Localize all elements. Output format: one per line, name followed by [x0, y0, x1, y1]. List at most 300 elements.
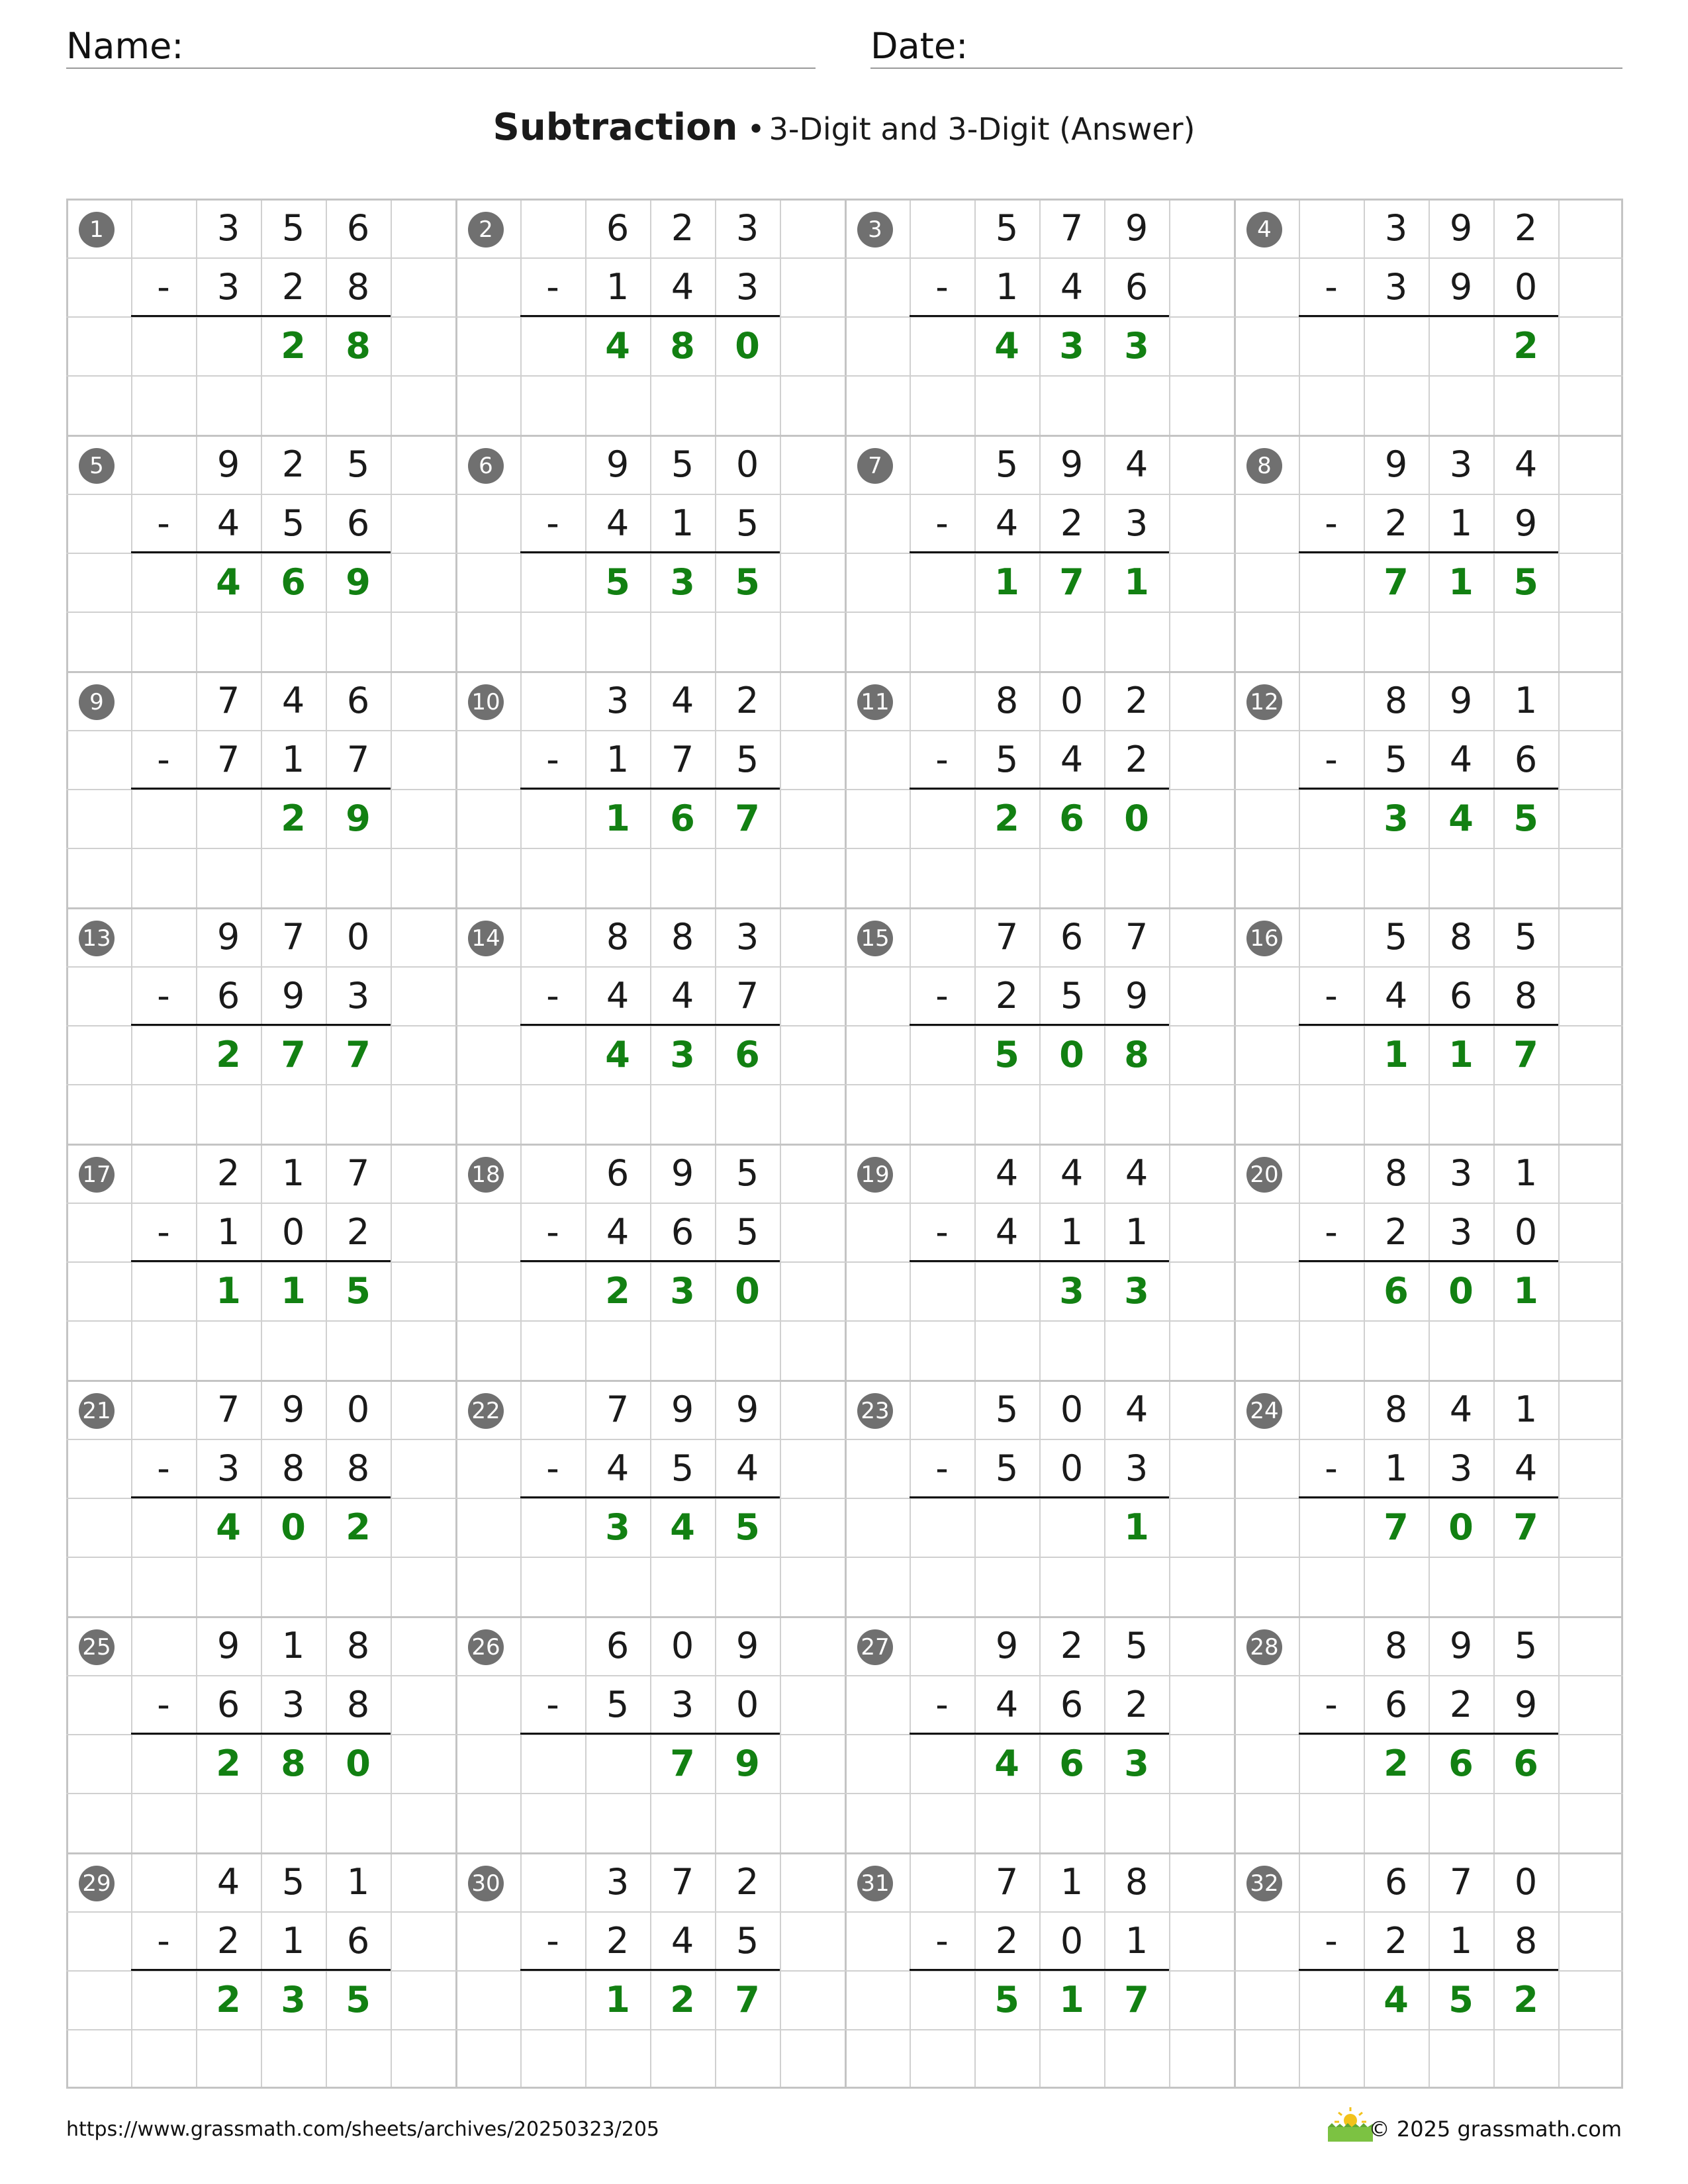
answer-digit: 1 — [281, 1270, 306, 1312]
problem-10 — [455, 671, 845, 907]
digit-cell — [1299, 907, 1364, 966]
minuend-row — [910, 671, 1169, 730]
problem-2 — [455, 199, 845, 435]
minuend-digit: 2 — [1060, 1625, 1084, 1666]
minuend-row — [131, 199, 391, 257]
digit-cell — [1299, 1734, 1364, 1793]
subtrahend-digit: 0 — [1514, 266, 1538, 308]
subtrahend-digit: 1 — [281, 1920, 305, 1962]
subtrahend-row — [910, 1203, 1169, 1261]
subtrahend-row — [910, 257, 1169, 316]
problem-32 — [1234, 1852, 1623, 2089]
minuend-digit: 7 — [606, 1388, 630, 1430]
minuend-digit: 9 — [281, 1388, 305, 1430]
answer-digit: 1 — [1059, 1979, 1084, 2021]
problem-number-badge: 16 — [1246, 921, 1282, 956]
subtrahend-digit: 3 — [1125, 502, 1149, 544]
problem-number-badge: 6 — [468, 448, 504, 484]
subtrahend-digit: 2 — [1125, 1684, 1149, 1725]
problem-number-badge: 27 — [857, 1629, 893, 1665]
answer-digit: 5 — [994, 1034, 1019, 1075]
minus-sign: - — [157, 1920, 170, 1962]
problem-30 — [455, 1852, 845, 2089]
subtrahend-digit: 2 — [1384, 502, 1408, 544]
subtrahend-digit: 1 — [1449, 1920, 1473, 1962]
subtrahend-digit: 9 — [281, 975, 305, 1017]
minuend-digit: 3 — [606, 680, 630, 721]
subtrahend-row — [131, 494, 391, 553]
problem-number-badge: 3 — [857, 212, 893, 248]
footer-url[interactable]: https://www.grassmath.com/sheets/archives/20250323/205 — [66, 2118, 660, 2141]
minuend-digit: 8 — [1384, 680, 1408, 721]
digit-cell — [1299, 1380, 1364, 1439]
digit-cell — [1299, 199, 1364, 257]
answer-digit: 5 — [1448, 1979, 1474, 2021]
problem-number-badge: 24 — [1246, 1393, 1282, 1429]
answer-digit: 1 — [216, 1270, 241, 1312]
answer-digit: 2 — [670, 1979, 695, 2021]
answer-digit: 5 — [994, 1979, 1019, 2021]
minuend-digit: 3 — [216, 207, 240, 249]
answer-digit: 2 — [216, 1034, 241, 1075]
minuend-digit: 2 — [671, 207, 694, 249]
subtrahend-digit: 6 — [1449, 975, 1473, 1017]
minus-sign: - — [1325, 1684, 1338, 1725]
answer-row — [131, 1025, 391, 1084]
subtrahend-row — [1299, 1203, 1558, 1261]
problem-number-badge: 28 — [1246, 1629, 1282, 1665]
minuend-digit: 8 — [346, 1625, 370, 1666]
title-subtitle: 3-Digit and 3-Digit (Answer) — [769, 111, 1196, 147]
subtrahend-digit: 5 — [735, 739, 759, 780]
digit-cell — [131, 1380, 196, 1439]
answer-digit: 3 — [670, 561, 695, 603]
problem-27 — [845, 1616, 1234, 1852]
subtrahend-digit: 0 — [1060, 1447, 1084, 1489]
subtrahend-digit: 2 — [346, 1211, 370, 1253]
subtrahend-digit: 7 — [216, 739, 240, 780]
subtrahend-digit: 1 — [606, 739, 630, 780]
minuend-digit: 6 — [346, 207, 370, 249]
subtrahend-digit: 8 — [1514, 1920, 1538, 1962]
digit-cell — [910, 553, 974, 612]
subtrahend-digit: 1 — [1060, 1211, 1084, 1253]
problem-number-badge: 8 — [1246, 448, 1282, 484]
minuend-digit: 5 — [346, 443, 370, 485]
answer-digit: 3 — [670, 1270, 695, 1312]
minuend-row — [520, 1144, 780, 1203]
subtrahend-digit: 5 — [1384, 739, 1408, 780]
minuend-row — [131, 1380, 391, 1439]
minuend-digit: 4 — [671, 680, 694, 721]
digit-cell — [910, 1970, 974, 2029]
subtrahend-digit: 8 — [346, 266, 370, 308]
subtrahend-row — [1299, 966, 1558, 1025]
subtrahend-digit: 2 — [995, 975, 1019, 1017]
answer-digit: 9 — [735, 1743, 760, 1784]
minuend-digit: 3 — [1449, 1152, 1473, 1194]
subtrahend-digit: 8 — [346, 1447, 370, 1489]
minuend-digit: 0 — [735, 443, 759, 485]
problem-number-badge: 13 — [79, 921, 115, 956]
answer-digit: 6 — [1383, 1270, 1409, 1312]
footer-copyright: © 2025 grassmath.com — [1368, 2116, 1622, 2142]
minuend-digit: 2 — [735, 680, 759, 721]
minuend-digit: 4 — [1449, 1388, 1473, 1430]
problem-number-badge: 21 — [79, 1393, 115, 1429]
minuend-digit: 7 — [995, 1861, 1019, 1903]
problem-number-badge: 22 — [468, 1393, 504, 1429]
answer-digit: 7 — [735, 1979, 760, 2021]
problem-3 — [845, 199, 1234, 435]
minuend-digit: 8 — [995, 680, 1019, 721]
problem-number-badge: 30 — [468, 1866, 504, 1901]
minuend-digit: 9 — [1060, 443, 1084, 485]
answer-digit: 4 — [216, 1506, 241, 1548]
minuend-digit: 3 — [1384, 207, 1408, 249]
answer-digit: 4 — [1383, 1979, 1409, 2021]
digit-cell — [131, 553, 196, 612]
answer-digit — [974, 1261, 1039, 1320]
answer-digit: 2 — [281, 797, 306, 839]
minus-sign: - — [157, 1447, 170, 1489]
minuend-digit: 0 — [671, 1625, 694, 1666]
digit-cell — [910, 435, 974, 494]
subtrahend-row — [1299, 257, 1558, 316]
minuend-digit: 5 — [995, 207, 1019, 249]
answer-digit: 1 — [1124, 561, 1149, 603]
answer-digit: 7 — [1513, 1034, 1538, 1075]
subtrahend-row — [520, 1911, 780, 1970]
answer-row — [1299, 1734, 1558, 1793]
digit-cell — [910, 199, 974, 257]
minuend-row — [1299, 1380, 1558, 1439]
minus-sign: - — [157, 975, 170, 1017]
subtrahend-digit: 1 — [606, 266, 630, 308]
digit-cell — [1299, 1025, 1364, 1084]
digit-cell — [910, 1144, 974, 1203]
minus-sign: - — [935, 1211, 949, 1253]
subtrahend-digit: 4 — [735, 1447, 759, 1489]
minuend-digit: 7 — [671, 1861, 694, 1903]
problem-number-badge: 19 — [857, 1157, 893, 1193]
subtrahend-digit: 4 — [1060, 266, 1084, 308]
date-field[interactable] — [870, 25, 1622, 69]
digit-cell — [520, 1852, 585, 1911]
minus-sign: - — [1325, 739, 1338, 780]
minuend-digit: 9 — [216, 443, 240, 485]
digit-cell — [1299, 1616, 1364, 1675]
title-separator: • — [747, 111, 765, 147]
subtrahend-digit: 2 — [995, 1920, 1019, 1962]
minus-sign: - — [157, 739, 170, 780]
subtrahend-digit: 2 — [606, 1920, 630, 1962]
minuend-row — [910, 1380, 1169, 1439]
minus-sign: - — [157, 1211, 170, 1253]
answer-digit — [1039, 1498, 1104, 1557]
subtrahend-digit: 1 — [1125, 1920, 1149, 1962]
subtrahend-digit: 5 — [606, 1684, 630, 1725]
answer-digit: 0 — [346, 1743, 371, 1784]
answer-digit: 2 — [1513, 325, 1538, 367]
answer-digit: 8 — [281, 1743, 306, 1784]
minus-sign: - — [1325, 1447, 1338, 1489]
minuend-digit: 0 — [346, 916, 370, 958]
subtrahend-digit: 9 — [1449, 266, 1473, 308]
answer-digit: 2 — [1383, 1743, 1409, 1784]
minuend-digit: 5 — [1514, 1625, 1538, 1666]
problem-number-badge: 25 — [79, 1629, 115, 1665]
answer-digit: 1 — [1448, 561, 1474, 603]
subtrahend-digit: 4 — [995, 1684, 1019, 1725]
problem-grid — [66, 199, 1623, 2089]
problem-24 — [1234, 1380, 1623, 1616]
subtrahend-row — [910, 730, 1169, 789]
subtrahend-row — [131, 730, 391, 789]
answer-digit: 0 — [281, 1506, 306, 1548]
digit-cell — [1299, 435, 1364, 494]
digit-cell — [910, 671, 974, 730]
minuend-row — [910, 907, 1169, 966]
answer-digit: 4 — [994, 325, 1019, 367]
minus-sign: - — [546, 502, 559, 544]
digit-cell — [520, 1144, 585, 1203]
subtrahend-digit: 1 — [1449, 502, 1473, 544]
problem-16 — [1234, 907, 1623, 1144]
minuend-digit: 5 — [671, 443, 694, 485]
minuend-row — [910, 1144, 1169, 1203]
problem-14 — [455, 907, 845, 1144]
minuend-digit: 4 — [1060, 1152, 1084, 1194]
minus-sign: - — [157, 502, 170, 544]
subtrahend-row — [131, 257, 391, 316]
digit-cell — [910, 907, 974, 966]
answer-row — [1299, 316, 1558, 375]
minuend-digit: 3 — [735, 916, 759, 958]
answer-digit: 5 — [735, 561, 760, 603]
minuend-digit: 5 — [995, 443, 1019, 485]
subtrahend-digit: 4 — [671, 975, 694, 1017]
subtrahend-digit: 4 — [995, 502, 1019, 544]
minuend-digit: 9 — [216, 916, 240, 958]
answer-digit: 2 — [994, 797, 1019, 839]
subtrahend-digit: 1 — [281, 739, 305, 780]
subtrahend-digit: 3 — [216, 266, 240, 308]
subtrahend-digit: 1 — [1384, 1447, 1408, 1489]
digit-cell — [131, 1144, 196, 1203]
subtrahend-digit: 6 — [1514, 739, 1538, 780]
answer-row — [131, 789, 391, 848]
answer-digit: 7 — [1124, 1979, 1149, 2021]
answer-digit: 6 — [670, 797, 695, 839]
digit-cell — [910, 1616, 974, 1675]
subtrahend-row — [1299, 1675, 1558, 1734]
subtrahend-digit: 6 — [216, 1684, 240, 1725]
problem-number-badge: 26 — [468, 1629, 504, 1665]
minuend-digit: 8 — [1384, 1388, 1408, 1430]
date-label: Date: — [870, 25, 968, 67]
answer-digit: 1 — [994, 561, 1019, 603]
minuend-row — [1299, 1616, 1558, 1675]
problem-number-badge: 17 — [79, 1157, 115, 1193]
subtrahend-digit: 4 — [995, 1211, 1019, 1253]
problem-20 — [1234, 1144, 1623, 1380]
subtrahend-digit: 3 — [1449, 1447, 1473, 1489]
minuend-row — [131, 435, 391, 494]
minus-sign: - — [546, 1684, 559, 1725]
subtrahend-digit: 6 — [216, 975, 240, 1017]
minuend-digit: 8 — [1125, 1861, 1149, 1903]
subtrahend-digit: 5 — [735, 502, 759, 544]
answer-digit: 6 — [1059, 797, 1084, 839]
subtrahend-digit: 1 — [216, 1211, 240, 1253]
problem-number-badge: 11 — [857, 684, 893, 720]
answer-row — [910, 1734, 1169, 1793]
minuend-digit: 1 — [281, 1152, 305, 1194]
subtrahend-digit: 7 — [346, 739, 370, 780]
minuend-row — [910, 1852, 1169, 1911]
answer-digit: 1 — [1513, 1270, 1538, 1312]
minus-sign: - — [935, 502, 949, 544]
answer-row — [1299, 1261, 1558, 1320]
minuend-row — [520, 1616, 780, 1675]
digit-cell — [131, 671, 196, 730]
minuend-digit: 5 — [1514, 916, 1538, 958]
minuend-digit: 8 — [671, 916, 694, 958]
minuend-digit: 2 — [216, 1152, 240, 1194]
minuend-digit: 9 — [1125, 207, 1149, 249]
subtrahend-digit: 4 — [606, 975, 630, 1017]
problem-21 — [66, 1380, 455, 1616]
answer-row — [1299, 1970, 1558, 2029]
problem-8 — [1234, 435, 1623, 671]
subtrahend-row — [131, 1911, 391, 1970]
minuend-row — [131, 1144, 391, 1203]
answer-digit — [585, 1734, 650, 1793]
digit-cell — [131, 435, 196, 494]
problem-number-badge: 32 — [1246, 1866, 1282, 1901]
answer-digit: 8 — [1124, 1034, 1149, 1075]
answer-digit — [196, 316, 261, 375]
problem-23 — [845, 1380, 1234, 1616]
answer-row — [1299, 1025, 1558, 1084]
answer-digit: 6 — [735, 1034, 760, 1075]
digit-cell — [910, 1734, 974, 1793]
answer-row — [520, 1970, 780, 2029]
minuend-digit: 8 — [1384, 1152, 1408, 1194]
digit-cell — [520, 1498, 585, 1557]
minuend-digit: 1 — [1514, 1388, 1538, 1430]
subtrahend-digit: 9 — [1514, 1684, 1538, 1725]
minuend-digit: 8 — [1384, 1625, 1408, 1666]
digit-cell — [910, 1261, 974, 1320]
minuend-digit: 4 — [1125, 1388, 1149, 1430]
subtrahend-digit: 5 — [995, 1447, 1019, 1489]
subtrahend-digit: 7 — [671, 739, 694, 780]
answer-digit: 5 — [1513, 797, 1538, 839]
problem-number-badge: 2 — [468, 212, 504, 248]
answer-digit: 3 — [281, 1979, 306, 2021]
minus-sign: - — [1325, 502, 1338, 544]
answer-digit: 7 — [1383, 1506, 1409, 1548]
answer-row — [520, 789, 780, 848]
answer-digit: 7 — [1059, 561, 1084, 603]
subtrahend-digit: 4 — [606, 1447, 630, 1489]
subtrahend-row — [1299, 1911, 1558, 1970]
minuend-digit: 8 — [1449, 916, 1473, 958]
problem-number-badge: 29 — [79, 1866, 115, 1901]
minus-sign: - — [935, 975, 949, 1017]
subtrahend-digit: 4 — [671, 266, 694, 308]
subtrahend-digit: 7 — [735, 975, 759, 1017]
answer-row — [520, 1498, 780, 1557]
subtrahend-digit: 2 — [1125, 739, 1149, 780]
digit-cell — [910, 789, 974, 848]
subtrahend-digit: 3 — [346, 975, 370, 1017]
minuend-row — [131, 907, 391, 966]
answer-row — [520, 1734, 780, 1793]
minuend-row — [910, 1616, 1169, 1675]
minus-sign: - — [546, 1447, 559, 1489]
minus-sign: - — [546, 266, 559, 308]
answer-row — [520, 1025, 780, 1084]
subtrahend-digit: 6 — [1384, 1684, 1408, 1725]
minuend-row — [131, 1616, 391, 1675]
digit-cell — [1299, 316, 1364, 375]
digit-cell — [520, 1616, 585, 1675]
digit-cell — [520, 553, 585, 612]
minus-sign: - — [546, 1920, 559, 1962]
name-field[interactable] — [66, 25, 816, 69]
minuend-digit: 7 — [995, 916, 1019, 958]
minus-sign: - — [935, 266, 949, 308]
minuend-row — [131, 1852, 391, 1911]
digit-cell — [131, 1261, 196, 1320]
problem-28 — [1234, 1616, 1623, 1852]
subtrahend-row — [131, 1203, 391, 1261]
minuend-digit: 6 — [346, 680, 370, 721]
subtrahend-digit: 4 — [1514, 1447, 1538, 1489]
digit-cell — [1299, 553, 1364, 612]
minuend-digit: 9 — [1449, 680, 1473, 721]
subtrahend-digit: 2 — [1384, 1920, 1408, 1962]
minuend-digit: 5 — [281, 1861, 305, 1903]
answer-digit: 1 — [605, 797, 630, 839]
digit-cell — [131, 1852, 196, 1911]
answer-row — [910, 1025, 1169, 1084]
minuend-digit: 7 — [346, 1152, 370, 1194]
minuend-digit: 6 — [1384, 1861, 1408, 1903]
minuend-digit: 1 — [1060, 1861, 1084, 1903]
subtrahend-digit: 6 — [1060, 1684, 1084, 1725]
subtrahend-digit: 5 — [735, 1920, 759, 1962]
problem-6 — [455, 435, 845, 671]
digit-cell — [131, 199, 196, 257]
answer-digit: 5 — [605, 561, 630, 603]
subtrahend-row — [520, 966, 780, 1025]
problem-22 — [455, 1380, 845, 1616]
subtrahend-digit: 9 — [1514, 502, 1538, 544]
subtrahend-digit: 3 — [671, 1684, 694, 1725]
subtrahend-row — [520, 257, 780, 316]
title-main: Subtraction — [492, 106, 738, 149]
minuend-digit: 0 — [346, 1388, 370, 1430]
digit-cell — [1299, 1970, 1364, 2029]
subtrahend-digit: 6 — [1125, 266, 1149, 308]
subtrahend-digit: 3 — [1384, 266, 1408, 308]
minuend-digit: 6 — [606, 1152, 630, 1194]
minuend-digit: 9 — [216, 1625, 240, 1666]
